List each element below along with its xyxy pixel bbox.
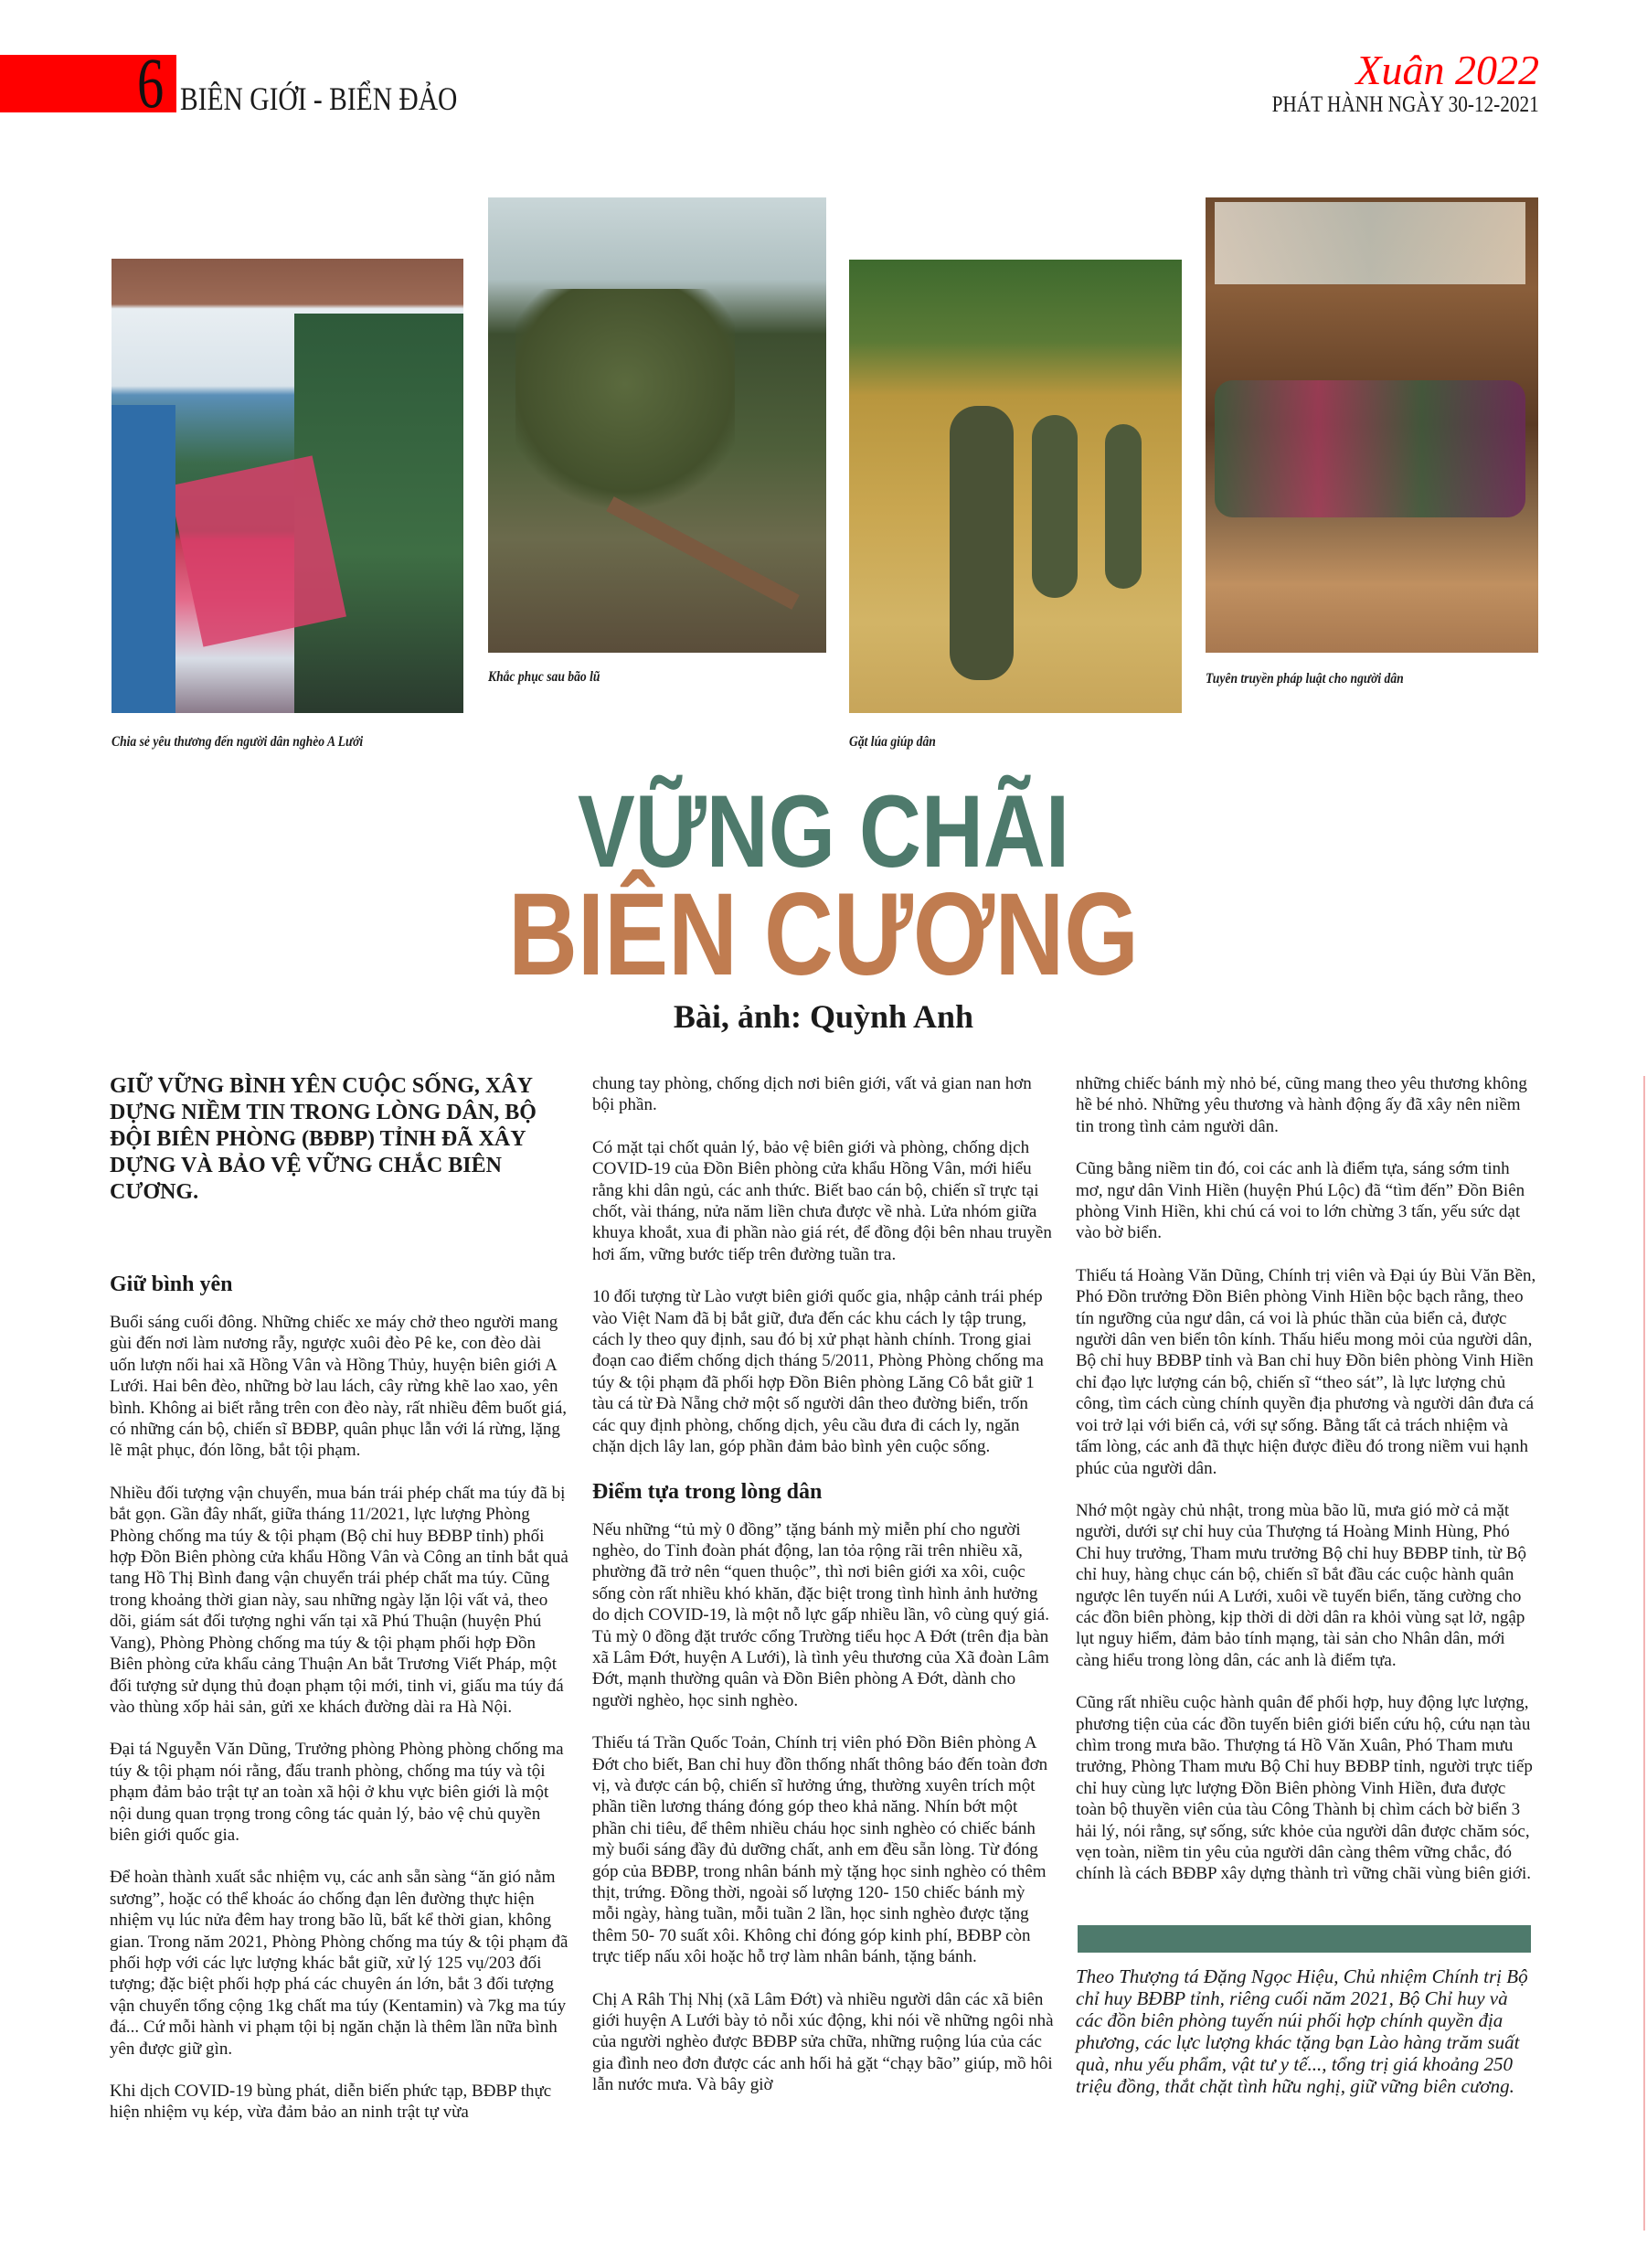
photo-caption: Chia sẻ yêu thương đến người dân nghèo A Lưới (112, 734, 364, 750)
paragraph: Để hoàn thành xuất sắc nhiệm vụ, các anh sẵn sàng “ăn gió nằm sương”, hoặc có thể khoác áo chống đạn lên đường thực hiện nhiệm vụ lúc nửa đêm hay trong bão lũ, bất kể thời gian, không gian. Trong năm 2021, Phòng Phòng chống ma túy & tội phạm đã phối hợp với các lực lượng khác bắt giữ, xử lý 125 vụ/203 đối tượng; đặc biệt phối hợp phá các chuyên án lớn, bắt 3 đối tượng vận chuyển tổng cộng 1kg chất ma túy (Kentamin) và 7kg ma túy đá... Cứ mỗi hành vi phạm tội bị ngăn chặn là thêm lần nữa bình yên được giữ gìn. (110, 1868, 568, 2059)
subheading: Điểm tựa trong lòng dân (592, 1479, 823, 1504)
page-edge-rule (1643, 1076, 1645, 2231)
boxout-bar (1078, 1925, 1531, 1953)
paragraph: chung tay phòng, chống dịch nơi biên giới, vất vả gian nan hơn bội phần. (592, 1074, 1032, 1115)
paragraph: Buổi sáng cuối đông. Những chiếc xe máy chở theo người mang gùi đến nơi làm nương rẫy, ngược xuôi đèo Pê ke, con đèo dài uốn lượn nối hai xã Hồng Vân và Hồng Thủy, huyện biên giới A Lưới. Hai bên đèo, những bờ lau lách, cây rừng khẽ lao xao, yên bình. Không ai biết rằng trên con đèo này, rất nhiều đêm buốt giá, có những cán bộ, chiến sĩ BĐBP, quân phục lẫn với lá rừng, lặng lẽ mật phục, đón lõng, bắt tội phạm. (110, 1313, 568, 1461)
article-column-3 (1076, 1073, 1537, 2118)
photo-rice-harvest (849, 260, 1182, 713)
headline-line-1: VỮNG CHÃI (577, 774, 1070, 889)
photo-caption: Gặt lúa giúp dân (849, 734, 936, 750)
paragraph: Cũng bằng niềm tin đó, coi các anh là điểm tựa, sáng sớm tinh mơ, ngư dân Vinh Hiền (huyện Phú Lộc) đã “tìm đến” Đồn Biên phòng Vinh Hiền, khi chú cá voi to lớn chừng 3 tấn, yếu sức dạt vào bờ biển. (1076, 1159, 1525, 1243)
photo-storm-recovery (488, 197, 826, 653)
photo-caption: Tuyên truyền pháp luật cho người dân (1206, 671, 1404, 687)
photo-sharing-love (112, 259, 463, 713)
paragraph: Nếu những “tủ mỳ 0 đồng” tặng bánh mỳ miễn phí cho người nghèo, do Tỉnh đoàn phát động, lan tỏa rộng rãi trên nhiều xã, phường đã trở nên “quen thuộc”, thì nơi biên giới xa xôi, cuộc sống còn rất nhiều khó khăn, đặc biệt trong tình hình ảnh hưởng do dịch COVID-19, là một nỗ lực gấp nhiều lần, vô cùng quý giá. Tủ mỳ 0 đồng đặt trước cổng Trường tiểu học A Đớt (trên địa bàn xã Lâm Đớt, huyện A Lưới), là tình yêu thương của Xã đoàn Lâm Đớt, mạnh thường quân và Đồn Biên phòng A Đớt, dành cho người nghèo, học sinh nghèo. (592, 1519, 1049, 1710)
page-number: 6 (137, 43, 165, 122)
issue-title: Xuân 2022 (1355, 47, 1539, 93)
byline: Bài, ảnh: Quỳnh Anh (673, 998, 974, 1035)
photo-caption: Khắc phục sau bão lũ (488, 669, 600, 685)
paragraph: Thiếu tá Trần Quốc Toản, Chính trị viên phó Đồn Biên phòng A Đớt cho biết, Ban chỉ huy đồn thống nhất thông báo đến toàn đơn vị, và được cán bộ, chiến sĩ hưởng ứng, thường xuyên trích một phần tiền lương tháng đóng góp theo khả năng. Nhín bớt một phần chi tiêu, để thêm nhiều cháu học sinh nghèo có chiếc bánh mỳ buổi sáng đầy đủ dưỡng chất, anh em đều sẵn lòng. Từ đóng góp của BĐBP, trong nhân bánh mỳ tặng học sinh nghèo có thêm thịt, trứng. Đồng thời, ngoài số lượng 120- 150 chiếc bánh mỳ mỗi ngày, hàng tuần, mỗi tuần 2 lần, học sinh nghèo được tặng thêm 50- 70 suất xôi. Không chỉ đóng góp kinh phí, BĐBP còn trực tiếp nấu xôi hoặc hỗ trợ làm nhân bánh, tặng bánh. (592, 1733, 1048, 1967)
boxout-text: Theo Thượng tá Đặng Ngọc Hiệu, Chủ nhiệm Chính trị Bộ chỉ huy BĐBP tỉnh, riêng cuối năm 2021, Bộ Chỉ huy và các đồn biên phòng tuyến núi phối hợp chính quyền địa phương, các lực lượng khác tặng bạn Lào hàng trăm suất quà, nhu yếu phẩm, vật tư y tế..., tổng trị giá khoảng 250 triệu đồng, thắt chặt tình hữu nghị, giữ vững biên cương. (1076, 1965, 1528, 2097)
paragraph: Nhớ một ngày chủ nhật, trong mùa bão lũ, mưa gió mờ cả mặt người, dưới sự chỉ huy của Thượng tá Hoàng Minh Hùng, Phó Chỉ huy trưởng, Tham mưu trưởng Bộ chỉ huy BĐBP tỉnh, từ Bộ chỉ huy, hàng chục cán bộ, chiến sĩ bắt đầu các cuộc hành quân ngược lên tuyến núi A Lưới, xuôi về tuyến biển, tăng cường cho các đồn biên phòng, kịp thời di dời dân ra khỏi vùng sạt lở, ngập lụt nguy hiểm, đảm bảo tính mạng, tài sản cho Nhân dân, mới càng hiểu trong lòng dân, các anh là điểm tựa. (1076, 1500, 1527, 1670)
paragraph: Cũng rất nhiều cuộc hành quân để phối hợp, huy động lực lượng, phương tiện của các đồn tuyến biên giới biển cứu hộ, cứu nạn tàu chìm trong mưa bão. Thượng tá Hồ Văn Xuân, Phó Tham mưu trưởng, Phòng Tham mưu Bộ Chỉ huy BĐBP tỉnh, người trực tiếp chỉ huy cùng lực lượng Đồn Biên phòng Vinh Hiền, đưa được toàn bộ thuyền viên của tàu Công Thành bị chìm cách bờ biển 3 hải lý, nói rằng, sự sống, sức khỏe của người dân được chăm sóc, vẹn toàn, niềm tin yêu của người dân càng thêm vững chắc, đó chính là cách BĐBP xây dựng thành trì vững chãi vùng biên giới. (1076, 1693, 1533, 1884)
paragraph: Đại tá Nguyễn Văn Dũng, Trưởng phòng Phòng phòng chống ma túy & tội phạm nói rằng, đấu tranh phòng, chống ma túy và tội phạm đảm bảo trật tự an toàn xã hội ở khu vực biên giới là một nội dung quan trọng trong công tác quản lý, bảo vệ chủ quyền biên giới quốc gia. (110, 1740, 564, 1845)
paragraph: Chị A Râh Thị Nhị (xã Lâm Đớt) và nhiều người dân các xã biên giới huyện A Lưới bày tỏ nỗi xúc động, khi nói về những ngôi nhà của người nghèo được BĐBP sửa chữa, những ruộng lúa của các gia đình neo đơn được các anh hối hả gặt “chạy bão” giúp, mồ hôi lẫn nước mưa. Và bây giờ (592, 1989, 1054, 2095)
paragraph: Khi dịch COVID-19 bùng phát, diễn biến phức tạp, BĐBP thực hiện nhiệm vụ kép, vừa đảm bảo an ninh trật tự vừa (110, 2082, 552, 2123)
section-title: BIÊN GIỚI - BIỂN ĐẢO (180, 80, 458, 117)
release-date: PHÁT HÀNH NGÀY 30-12-2021 (1271, 92, 1539, 117)
paragraph: những chiếc bánh mỳ nhỏ bé, cũng mang theo yêu thương không hề bé nhỏ. Những yêu thương và hành động ấy đã xây nên niềm tin trong tình cảm người dân. (1076, 1074, 1527, 1136)
headline-line-2: BIÊN CƯƠNG (508, 869, 1139, 1000)
article-column-2 (592, 1073, 1054, 2117)
paragraph: Có mặt tại chốt quản lý, bảo vệ biên giới và phòng, chống dịch COVID-19 của Đồn Biên phòng cửa khẩu Hồng Vân, mới hiểu rằng khi dân ngủ, các anh thức. Biết bao cán bộ, chiến sĩ trực tại chốt, vài tháng, nửa năm liền chưa được về nhà. Lửa nhóm giữa khuya khoắt, xua đi phần nào giá rét, để đồng đội bên nhau truyền hơi ấm, vững bước tiếp trên đường tuần tra. (592, 1137, 1052, 1264)
article-column-1 (110, 1073, 571, 2145)
paragraph: Thiếu tá Hoàng Văn Dũng, Chính trị viên và Đại úy Bùi Văn Bền, Phó Đồn trưởng Đồn Biên phòng Vinh Hiền bộc bạch rằng, theo tín ngưỡng của ngư dân, cá voi là phúc thần của biển cả, được người dân ven biển tôn kính. Thấu hiểu mong mỏi của người dân, Bộ chỉ huy BĐBP tỉnh và Ban chỉ huy Đồn biên phòng Vinh Hiền chỉ đạo lực lượng cán bộ, chiến sĩ “theo sát”, là lực lượng chủ công, tìm cách cùng chính quyền địa phương và người dân đưa cá voi trở lại với biển cả, với sự sống. Bằng tất cả trách nhiệm và tấm lòng, các anh đã thực hiện được điều đó trong niềm vui hạnh phúc của người dân. (1076, 1265, 1536, 1478)
article-lede: GIỮ VỮNG BÌNH YÊN CUỘC SỐNG, XÂY DỰNG NIỀM TIN TRONG LÒNG DÂN, BỘ ĐỘI BIÊN PHÒNG (BĐBP) TỈNH ĐÃ XÂY DỰNG VÀ BẢO VỆ VỮNG CHẮC BIÊN CƯƠNG. (110, 1074, 537, 1204)
paragraph: 10 đối tượng từ Lào vượt biên giới quốc gia, nhập cảnh trái phép vào Việt Nam đã bị bắt giữ, đưa đến các khu cách ly tập trung, cách ly theo quy định, sau đó bị xử phạt hành chính. Trong giai đoạn cao điểm chống dịch tháng 5/2011, Phòng Phòng chống ma túy & tội phạm đã phối hợp Đồn Biên phòng Lăng Cô bắt giữ 1 tàu cá từ Đà Nẵng chở một số người dân theo đường biển, trốn các quy định phòng, chống dịch, yêu cầu đưa đi cách ly, ngăn chặn dịch lây lan, góp phần đảm bảo bình yên cuộc sống. (592, 1287, 1044, 1457)
photo-legal-outreach (1206, 197, 1538, 653)
subheading: Giữ bình yên (110, 1272, 233, 1296)
paragraph: Nhiều đối tượng vận chuyển, mua bán trái phép chất ma túy đã bị bắt gọn. Gần đây nhất, giữa tháng 11/2021, lực lượng Phòng Phòng chống ma túy & tội phạm (Bộ chỉ huy BĐBP tỉnh) phối hợp Đồn Biên phòng cửa khẩu Hồng Vân và Công an tỉnh bắt quả tang Hồ Thị Bình đang vận chuyển trái phép chất ma túy. Cũng trong khoảng thời gian này, sau những ngày lặn lội vất vả, theo dõi, giám sát đối tượng nghi vấn tại xã Phú Thuận (huyện Phú Vang), Phòng Phòng chống ma túy & tội phạm phối hợp Đồn Biên phòng cửa khẩu cảng Thuận An bắt Trương Viết Pháp, một đối tượng sử dụng thủ đoạn phạm tội mới, tinh vi, giấu ma túy đá vào thùng xốp hải sản, gửi xe khách đường dài ra Hà Nội. (110, 1483, 568, 1717)
